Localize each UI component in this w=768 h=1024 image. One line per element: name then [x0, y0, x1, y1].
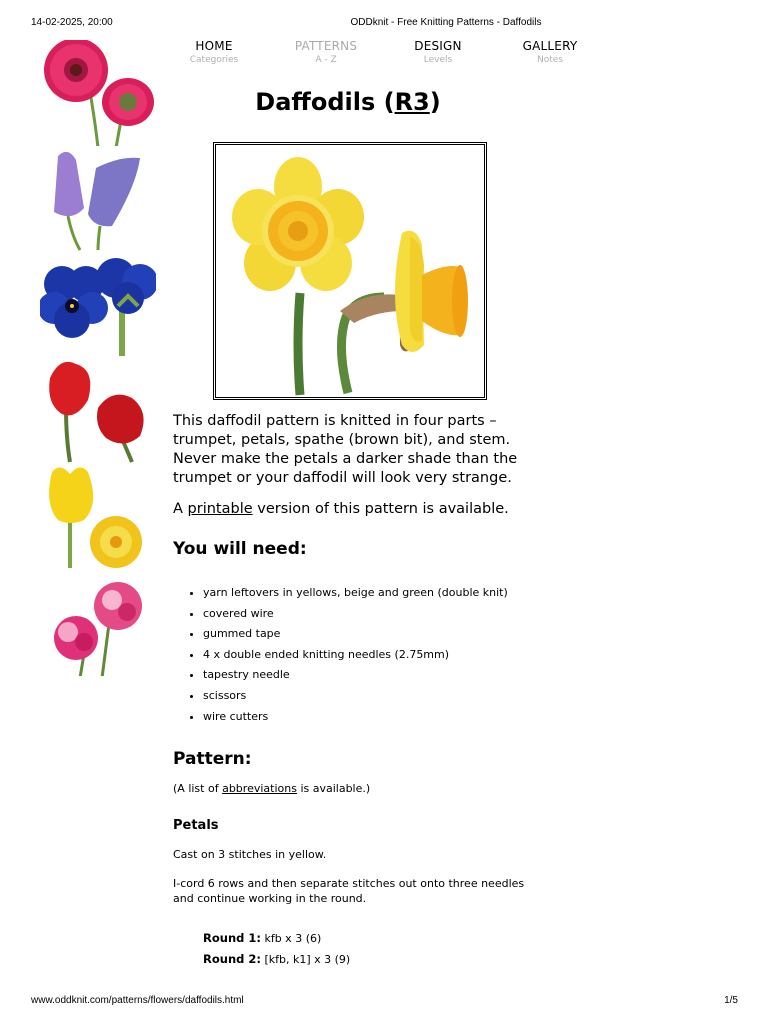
nav-gallery[interactable]	[494, 39, 606, 65]
nav-design-label: DESIGN	[414, 39, 462, 53]
petals-heading: Petals	[173, 818, 219, 834]
print-datetime: 14-02-2025, 20:00	[31, 17, 113, 28]
daffodil-photo-frame	[213, 142, 487, 400]
main-content	[173, 412, 533, 970]
tulip-yellow-thumbnail[interactable]	[40, 464, 156, 570]
page-title-close: )	[429, 88, 441, 116]
icord-instruction: I-cord 6 rows and then separate stitches out onto three needles and continue working in the round.	[173, 877, 525, 906]
rounds-list	[173, 928, 533, 970]
round-text: kfb x 3 (6)	[260, 932, 322, 946]
page-title	[158, 88, 538, 116]
nav-gallery-label: GALLERY	[522, 39, 578, 53]
printable-note	[173, 500, 533, 519]
list-item: • wire cutters	[203, 707, 533, 728]
nav-patterns-label: PATTERNS	[294, 39, 358, 53]
abbreviations-link[interactable]: abbreviations	[222, 782, 297, 796]
design-level-link[interactable]: R3	[394, 88, 430, 116]
nav-gallery-sublabel: Notes	[537, 55, 563, 65]
round-label: Round 2:	[203, 952, 261, 967]
print-page-number: 1/5	[724, 995, 738, 1006]
materials-list	[173, 583, 533, 727]
nav-home-label: HOME	[195, 39, 233, 53]
pattern-heading: Pattern:	[173, 749, 252, 770]
gerbera-thumbnail[interactable]	[40, 40, 156, 146]
round-row	[203, 928, 533, 949]
nav-design[interactable]	[382, 39, 494, 65]
list-item: • yarn leftovers in yellows, beige and green (double knit)	[203, 583, 533, 604]
printable-prefix: A	[173, 501, 188, 517]
abbr-suffix: is available.)	[296, 782, 371, 796]
pansy-thumbnail[interactable]	[40, 252, 156, 358]
nav-home-sublabel: Categories	[189, 55, 239, 65]
carnation-thumbnail[interactable]	[40, 570, 156, 676]
grape-hyacinth-thumbnail[interactable]	[40, 146, 156, 252]
nav-design-sublabel: Levels	[423, 55, 453, 65]
round-row	[203, 949, 533, 970]
list-item: • covered wire	[203, 604, 533, 625]
list-item: • tapestry needle	[203, 665, 533, 686]
round-text: [kfb, k1] x 3 (9)	[260, 953, 351, 967]
nav-patterns[interactable]	[270, 39, 382, 65]
round-label: Round 1:	[203, 931, 261, 946]
cast-on-instruction: Cast on 3 stitches in yellow.	[173, 848, 327, 862]
printable-link[interactable]: printable	[187, 501, 253, 517]
list-item: • 4 x double ended knitting needles (2.75mm)	[203, 645, 533, 666]
tulip-red-thumbnail[interactable]	[40, 358, 156, 464]
abbr-prefix: (A list of	[173, 782, 223, 796]
top-navigation	[158, 39, 606, 65]
list-item: • gummed tape	[203, 624, 533, 645]
intro-paragraph: This daffodil pattern is knitted in four parts – trumpet, petals, spathe (brown bit), and stem. Never make the petals a darker shade than the trumpet or your daffodil will look very strange.	[173, 413, 518, 486]
nav-patterns-sublabel: A - Z	[315, 55, 337, 65]
page-title-text: Daffodils (	[255, 88, 395, 116]
sidebar-flower-gallery	[40, 40, 156, 676]
print-url: www.oddknit.com/patterns/flowers/daffodils.html	[31, 995, 244, 1006]
abbreviations-note	[173, 781, 533, 796]
you-will-need-heading: You will need:	[173, 539, 307, 559]
nav-home[interactable]	[158, 39, 270, 65]
print-page-title: ODDknit - Free Knitting Patterns - Daffodils	[350, 17, 542, 28]
daffodil-photo	[216, 145, 484, 397]
list-item: • scissors	[203, 686, 533, 707]
printable-suffix: version of this pattern is available.	[252, 501, 509, 517]
